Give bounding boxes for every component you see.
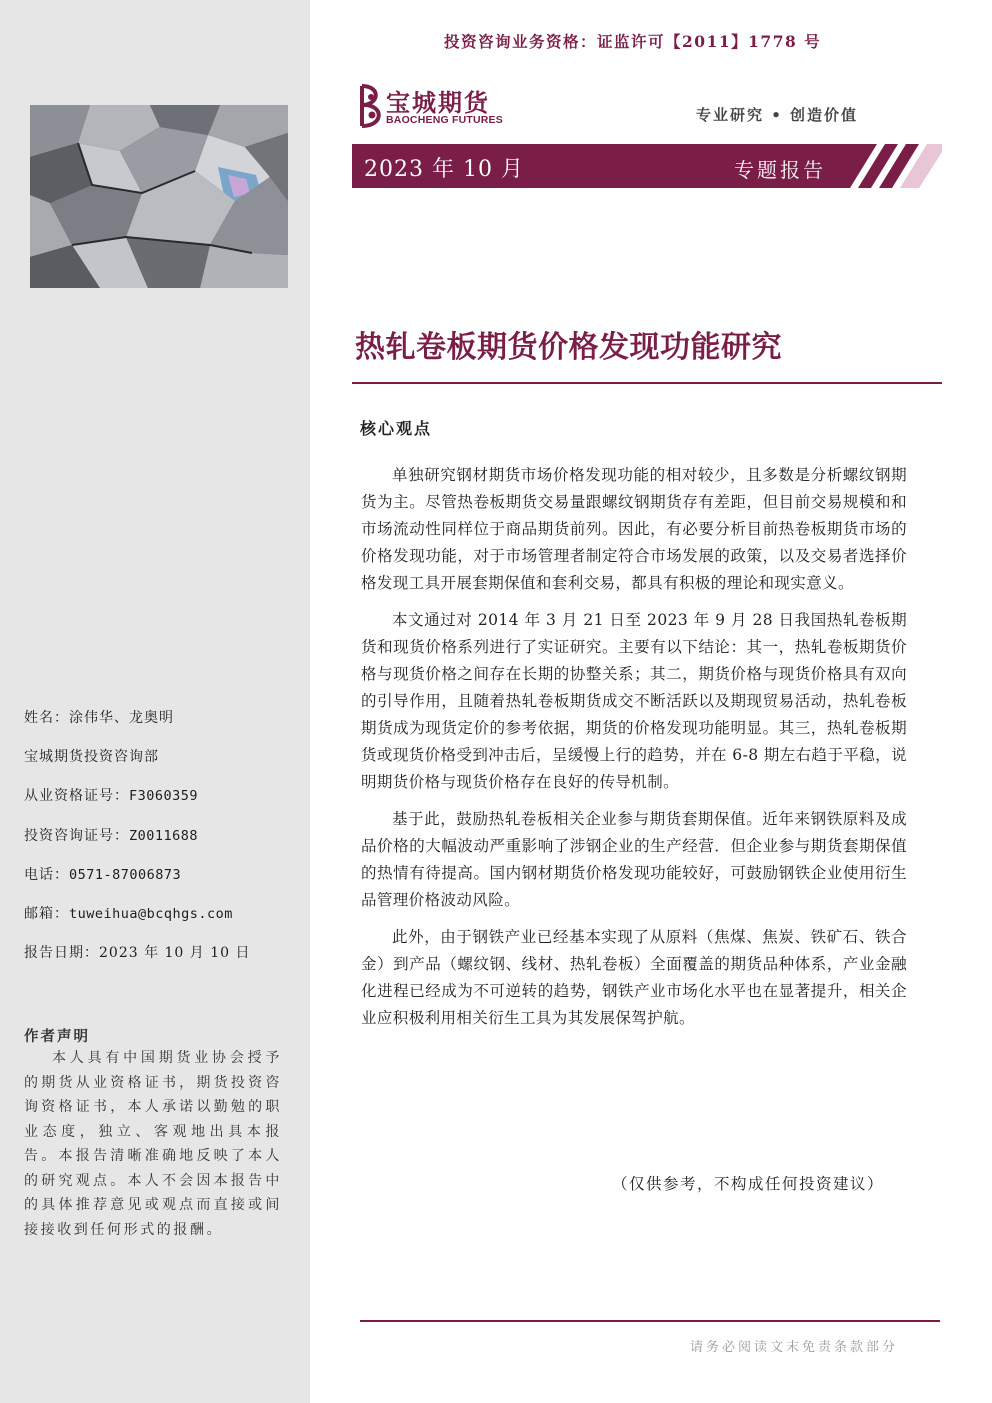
cover-photo-ferroalloy <box>30 105 288 288</box>
author-phone-row: 电话：0571-87006873 <box>24 866 182 883</box>
logo-b-mark-icon <box>356 83 384 129</box>
header-banner <box>352 144 942 188</box>
slogan: 专业研究 • 创造价值 <box>696 106 859 124</box>
paragraph: 单独研究钢材期货市场价格发现功能的相对较少，且多数是分析螺纹钢期货为主。尽管热卷板期货交易量跟螺纹钢期货存有差距，但目前交易规模和和市场流动性同样位于商品期货前列。因此，有必要分析目前热卷板期货市场的价格发现功能，对于市场管理者制定符合市场发展的政策，以及交易者选择价格发现工具开展套期保值和套利交易，都具有积极的理论和现实意义。 <box>361 466 907 592</box>
title-divider <box>352 382 942 384</box>
author-statement-body: 本人具有中国期货业协会授予的期货从业资格证书，期货投资咨询资格证书，本人承诺以勤勉的职业态度，独立、客观地出具本报告。本报告清晰准确地反映了本人的研究观点。本人不会因本报告中的具体推荐意见或观点而直接或间接接收到任何形式的报酬。 <box>24 1050 282 1238</box>
report-type: 专题报告 <box>734 158 826 182</box>
sidebar <box>0 0 310 1403</box>
core-points-body <box>361 462 907 1042</box>
footer-note: 请务必阅读文末免责条款部分 <box>690 1340 899 1355</box>
investment-disclaimer: （仅供参考，不构成任何投资建议） <box>612 1175 885 1193</box>
author-department-row: 宝城期货投资咨询部 <box>24 749 159 766</box>
paragraph: 此外，由于钢铁产业已经基本实现了从原料（焦煤、焦炭、铁矿石、铁合金）到产品（螺纹钢、线材、热轧卷板）全面覆盖的期货品种体系，产业金融化进程已经成为不可逆转的趋势，钢铁产业市场化水平也在显著提升，相关企业应积极利用相关衍生工具为其发展保驾护航。 <box>361 928 907 1027</box>
author-name-row: 姓名：涂伟华、龙奥明 <box>24 710 174 726</box>
author-advisory-row: 投资咨询证号：Z0011688 <box>24 827 199 844</box>
author-cert-row: 从业资格证号：F3060359 <box>24 788 199 805</box>
paragraph: 基于此，鼓励热轧卷板相关企业参与期货套期保值。近年来钢铁原料及成品价格的大幅波动严重影响了涉钢企业的生产经营．但企业参与期货套期保值的热情有待提高。国内钢材期货价格发现功能较好，可鼓励钢铁企业使用衍生品管理价格波动风险。 <box>361 810 907 909</box>
author-statement-title: 作者声明 <box>24 1028 90 1045</box>
report-title: 热轧卷板期货价格发现功能研究 <box>355 330 782 365</box>
core-points-heading: 核心观点 <box>360 419 433 438</box>
author-info <box>24 708 304 982</box>
footer-divider <box>360 1320 940 1322</box>
company-logo <box>356 83 526 133</box>
logo-english-name: BAOCHENG FUTURES <box>386 114 503 126</box>
banner-date: 2023 年 10 月 <box>364 157 524 182</box>
report-date-row: 报告日期：2023 年 10 月 10 日 <box>24 945 251 962</box>
logo-chinese-name: 宝城期货 <box>386 89 490 117</box>
license-line: 投资咨询业务资格：证监许可【2011】1778 号 <box>444 32 822 51</box>
paragraph: 本文通过对 2014 年 3 月 21 日至 2023 年 9 月 28 日我国热轧卷板期货和现货价格系列进行了实证研究。主要有以下结论：其一，热轧卷板期货价格与现货价格之间存在长期的协整关系；其二，期货价格与现货价格具有双向的引导作用，且随着热轧卷板期货成交不断活跃以及期现贸易活动，热轧卷板期货成为现货定价的参考依据，期货的价格发现功能明显。其三，热轧卷板期货或现货价格受到冲击后，呈缓慢上行的趋势，并在 6-8 期左右趋于平稳，说明期货价格与现货价格存在良好的传导机制。 <box>361 611 907 791</box>
author-email-row[interactable]: 邮箱：tuweihua@bcqhgs.com <box>24 905 233 922</box>
